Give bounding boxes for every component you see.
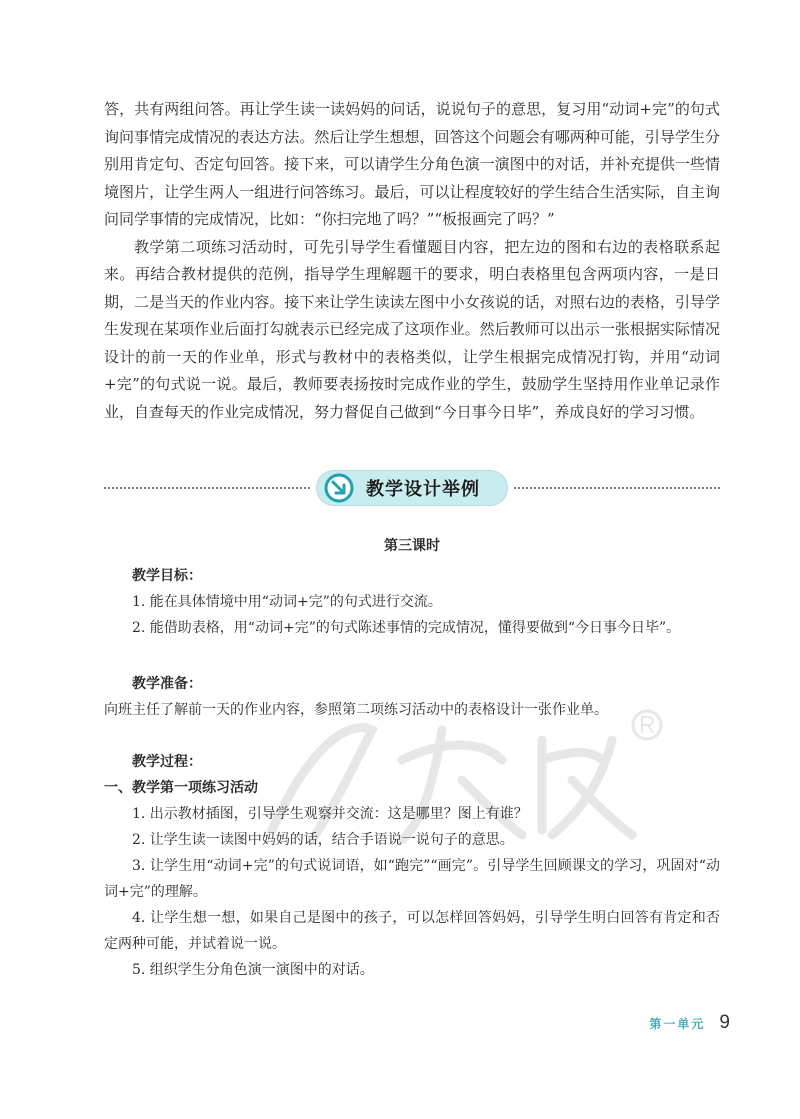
- prep-label: 教学准备：: [132, 676, 202, 692]
- section-divider-left: [104, 487, 310, 489]
- goals-label: 教学目标：: [132, 568, 202, 584]
- activity-title: 一、教学第一项练习活动: [104, 780, 258, 796]
- intro-paragraph-1: 答，共有两组问答。再让学生读一读妈妈的问话，说说句子的意思，复习用“动词+完”的句式询问事情完成情况的表达方法。然后让学生想想，回答这个问题会有哪两种可能，引导学生分别用肯定句、否定句回答。接下来，可以请学生分角色演一演图中的对话，并补充提供一些情境图片，让学生两人一组进行问答练习。最后，可以让程度较好的学生结合生活实际，自主询问同学事情的完成情况，比如：“你扫完地了吗？”“板报画完了吗？”: [104, 100, 720, 228]
- process-label: 教学过程：: [132, 754, 202, 770]
- intro-text: [104, 96, 720, 426]
- step-item: 5. 组织学生分角色演一演图中的对话。: [132, 962, 374, 978]
- page-footer: [620, 1008, 730, 1038]
- goal-item: 2. 能借助表格，用“动词+完”的句式陈述事情的完成情况，懂得要做到“今日事今日毕”。: [132, 620, 681, 636]
- step-item: 2. 让学生读一读图中妈妈的话，结合手语说一说句子的意思。: [132, 832, 514, 848]
- section-title: 教学设计举例: [366, 479, 480, 500]
- section-header: [104, 468, 720, 508]
- goal-item: 1. 能在具体情境中用“动词+完”的句式进行交流。: [132, 594, 442, 610]
- spacer: [104, 723, 720, 749]
- lesson-design: [104, 533, 720, 983]
- unit-label: 第一单元: [649, 1016, 706, 1031]
- lesson-title: 第三课时: [384, 538, 440, 554]
- step-item: 1. 出示教材插图，引导学生观察并交流：这是哪里？图上有谁？: [132, 806, 528, 822]
- spacer: [104, 641, 720, 671]
- section-divider-right: [514, 487, 720, 489]
- arrow-circle-icon: [324, 473, 354, 503]
- step-item: 3. 让学生用“动词+完”的句式说词语，如“跑完”“画完”。引导学生回顾课文的学习，巩固对“动词+完”的理解。: [104, 858, 720, 900]
- intro-paragraph-2: 教学第二项练习活动时，可先引导学生看懂题目内容，把左边的图和右边的表格联系起来。再结合教材提供的范例，指导学生理解题干的要求，明白表格里包含两项内容，一是日期，二是当天的作业内容。接下来让学生读读左图中小女孩说的话，对照右边的表格，引导学生发现在某项作业后面打勾就表示已经完成了这项作业。然后教师可以出示一张根据实际情况设计的前一天的作业单，形式与教材中的表格类似，让学生根据完成情况打钩，并用“动词+完”的句式说一说。最后，教师要表扬按时完成作业的学生，鼓励学生坚持用作业单记录作业，自查每天的作业完成情况，努力督促自己做到“今日事今日毕”，养成良好的学习习惯。: [104, 237, 720, 421]
- page-number: 9: [719, 1012, 730, 1033]
- step-item: 4. 让学生想一想，如果自己是图中的孩子，可以怎样回答妈妈，引导学生明白回答有肯定和否定两种可能，并试着说一说。: [104, 910, 720, 952]
- prep-text: 向班主任了解前一天的作业内容，参照第二项练习活动中的表格设计一张作业单。: [104, 702, 608, 718]
- section-title-pill: [316, 470, 508, 506]
